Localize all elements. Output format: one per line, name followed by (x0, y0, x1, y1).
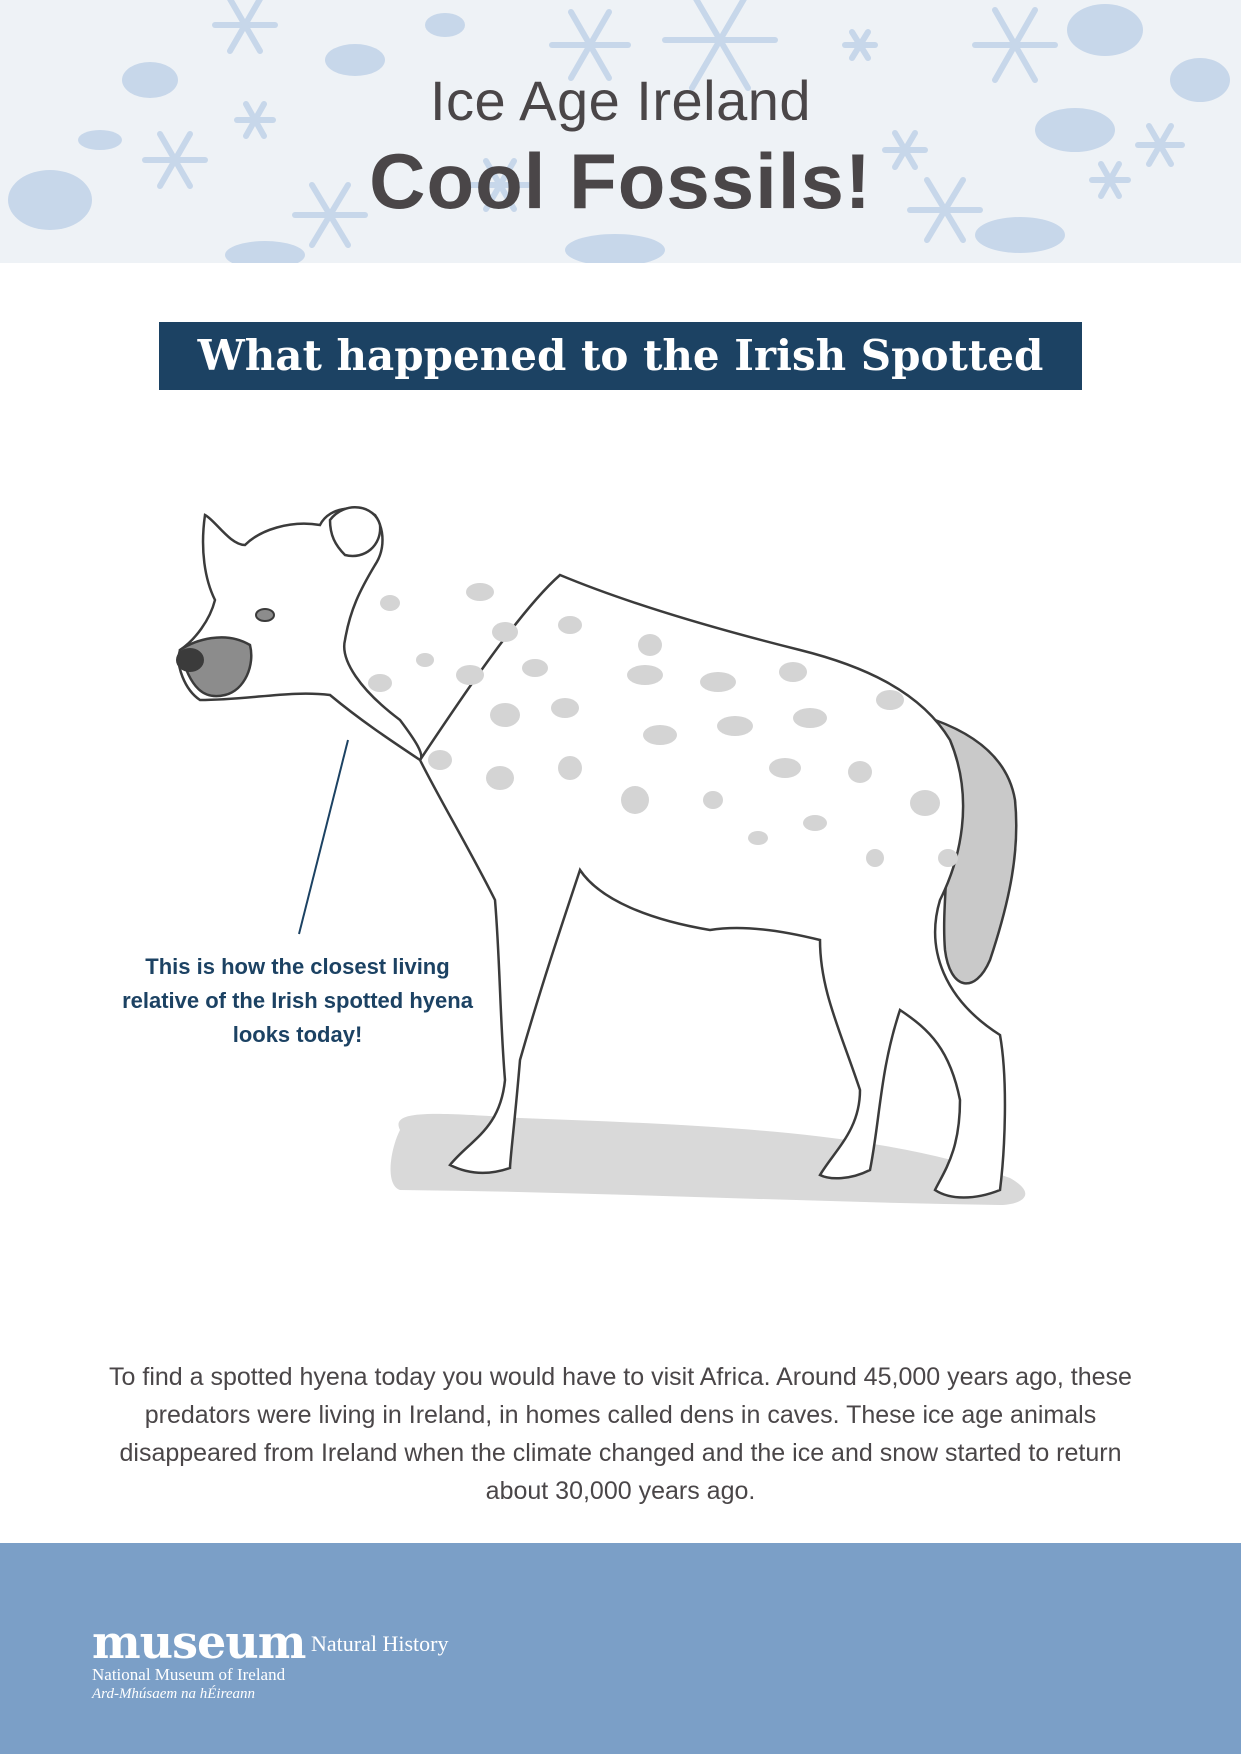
hyena-body (420, 575, 1005, 1198)
institution-name-ga: Ard-Mhúsaem na hÉireann (92, 1686, 256, 1702)
question-banner: What happened to the Irish Spotted Hyena? (159, 322, 1082, 390)
hyena-head (179, 508, 422, 760)
hyena-illustration (0, 430, 1241, 1230)
mammoth-silhouette (1067, 4, 1143, 56)
illustration-caption: This is how the closest living relative of the Irish spotted hyena looks today! (122, 954, 473, 1047)
snowflake-icon (845, 32, 875, 58)
body-paragraph: To find a spotted hyena today you would have to visit Africa. Around 45,000 years ago, these predators were living in Ireland, in homes called dens in caves. These ice age animals disappeared from Ireland when the climate changed and the ice and snow started to return about 30,000 years ago. (109, 1363, 1132, 1505)
header (0, 0, 1241, 263)
department-name: Natural History (311, 1631, 449, 1656)
hyena-eye (256, 609, 274, 621)
footer (0, 1543, 1241, 1754)
caption-pointer (299, 740, 348, 934)
bear-silhouette (565, 234, 665, 263)
wolf-silhouette (425, 13, 465, 37)
subtitle: Ice Age Ireland (429, 69, 812, 132)
hill-silhouette (225, 241, 305, 263)
snowflake-icon (215, 0, 275, 51)
hyena-nose (176, 648, 204, 672)
page-title: Cool Fossils! (369, 137, 872, 225)
museum-logo: museum (92, 1615, 306, 1669)
institution-name-en: National Museum of Ireland (92, 1665, 286, 1684)
